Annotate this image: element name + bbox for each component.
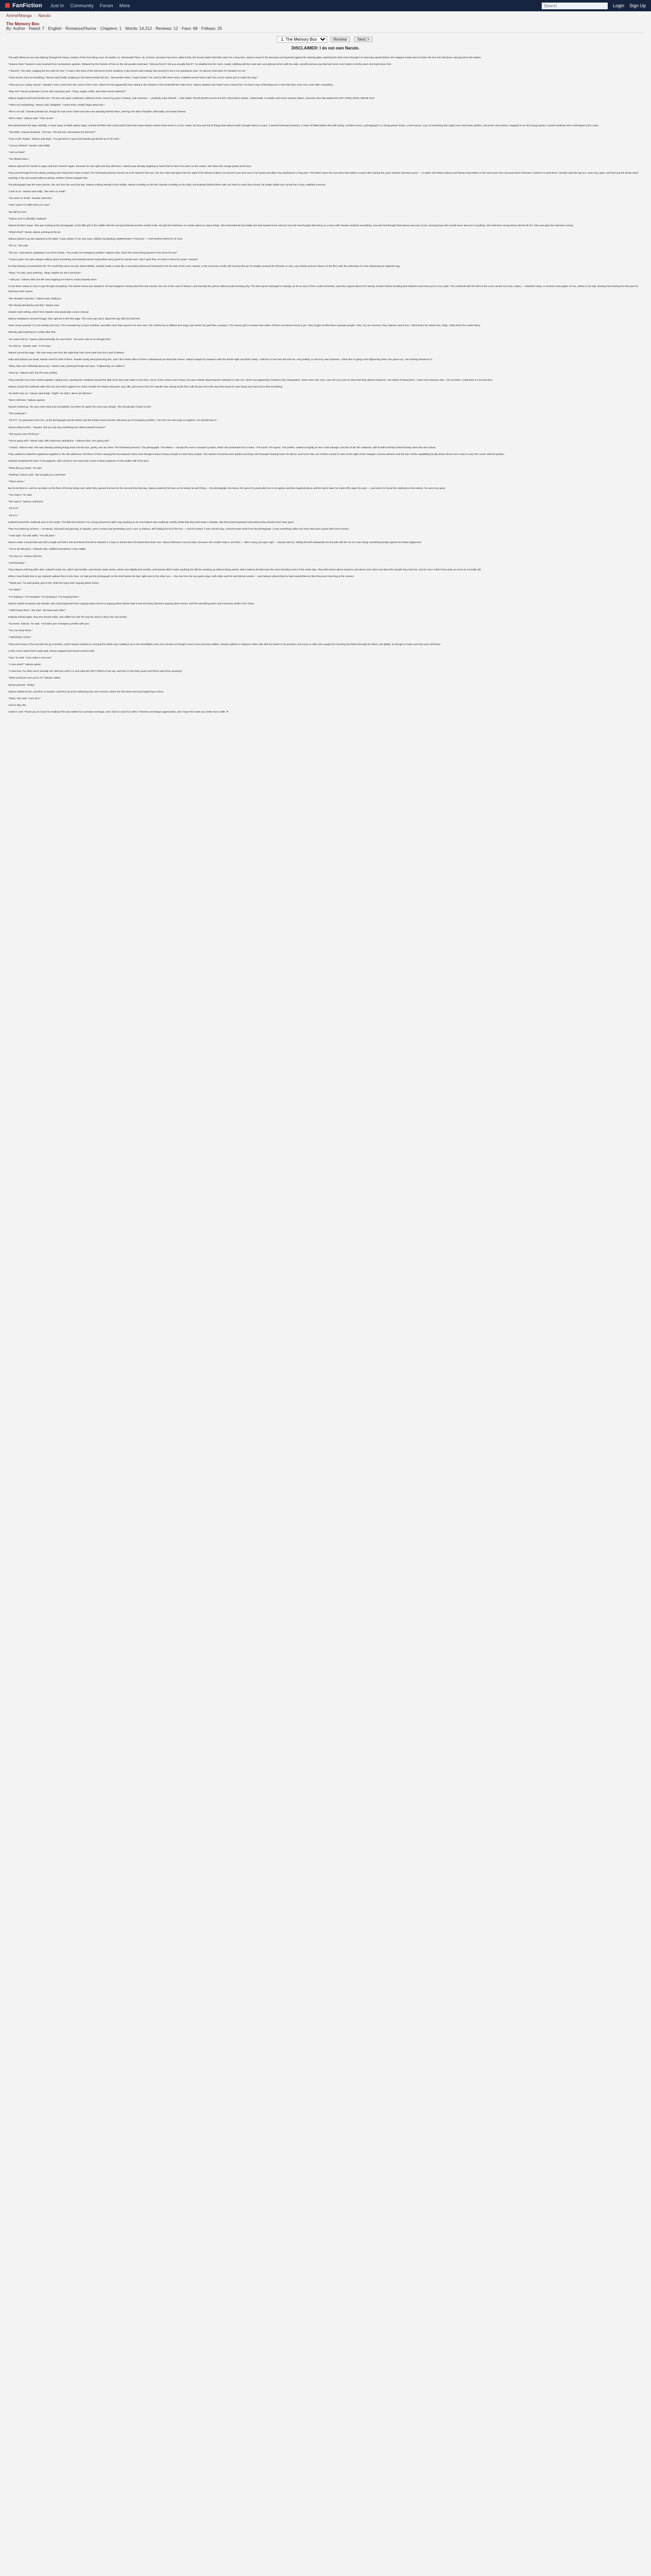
search-input[interactable] [542, 3, 608, 9]
story-paragraph: "We're older," Sakura said. "That counts." [8, 117, 55, 121]
story-paragraph: "Oh no," she said. [8, 245, 29, 248]
story-paragraph: "Okay," he said, eyes watering. "Okay. Maybe we don't eat those." [8, 272, 82, 275]
story-paragraph: "Tell anyone and I'll kill you." [8, 433, 40, 436]
chapter-select[interactable] [277, 36, 327, 43]
story-paragraph: "You love us," Naruto told him. [8, 555, 42, 558]
story-paragraph: He had already unscrewed the lid. The smell that came out was indescribable. Sasuke made a noise like a wounded animal and retreated to the far side of the room. Naruto, to his enormous credit, did not drop the jar; he simply screwed the lid back on very, very slowly and set it down on the floor with the solemnity of a man disarming an explosive tag. [8, 265, 400, 268]
breadcrumb-fandom[interactable]: Naruto [38, 13, 51, 18]
chapter-nav-top [0, 36, 651, 43]
story-paragraph: "For finding it." He hesitated. "For keeping it. For keeping them." [8, 596, 80, 599]
story-paragraph: "That's worse." [8, 480, 25, 483]
story-paragraph: "We're not old," Sasuke pointed out, though he had come closer and was now standing behind them, peering over their shoulders with badly concealed interest. [8, 111, 187, 114]
story-paragraph: "I was right," he said softly. "You did pass." [8, 535, 56, 538]
story-paragraph: "Look at us," Naruto said softly. "We were so small." [8, 191, 66, 194]
logo-text: FanFiction [12, 3, 42, 9]
story-paragraph: "You're all ridiculous," Kakashi said, muffled somewhere in the middle. [8, 548, 87, 551]
story-paragraph: The path afternoon sun was blazing through the heavy curtains of the front living room of number 12, Grimmauld Place. Or, at least, someone had once called it that; the house hadn't held that name for a long time. Sakura stood in the doorway and squinted against the slanting light, watching the dust move through it in slow lazy spirals before she stepped inside and set down the box she had been carrying since the station. [8, 57, 482, 59]
story-paragraph: Haku and Zabuza are dead. Naruto cried for both of them. Sasuke nearly died protecting him, and I don't think either of them understands yet what that means. Sakura stayed by Sasuke's side the whole night and didn't sleep. I told her to rest and she told me, very politely, to mind my own business. I think she is going to be frightening when she grows up. I am looking forward to it. [8, 359, 433, 362]
story-paragraph: Team Seven passed. I'm not entirely sure how. The Uzumaki boy is loud, reckless, and talks more than anyone I've ever met. The Uchiha boy is brilliant and angry and carries his grief like a weapon. The Haruno girl is smarter than either of them and doesn't know it yet. They fought me like three separate people. Then, for one moment, they shared a lunch box. I think that's the whole test, really. I think that's the whole thing. [8, 325, 481, 328]
story-paragraph: "All of it." He gestured at the box, at the photograph and the letters and the broken kunai and the ridiculous jar of emergency pickles. "He's the one who kept us together. He should have it." [8, 419, 218, 422]
story-paragraph: "I found it," she said, nudging the box with her foot. "It was in the back of the storeroom at the academy. Iruka-sensei said nobody had touched it since our graduation year. He almost cried when he handed it to me." [8, 70, 247, 73]
story-paragraph: "That's my handwriting," Naruto said, delighted. "I wrote that! I totally forgot about this." [8, 104, 105, 107]
story-paragraph: Sakura hesitated a moment longer, then opened to the first page. The entry was short, dated the day after the bell test. [8, 318, 141, 321]
story-paragraph: "All of it." [8, 514, 19, 517]
story-paragraph: Kakashi smiled again, that new honest smile, and ruffled her hair the way he used to when she was twelve. [8, 616, 128, 619]
story-paragraph: But he let them in, and he sat down on the floor of his tiny living room while they opened the box for the second time that day. Sakura watched his face as he looked at each thing — the photograph, the kunai, the spoon he pretended not to recognise and then laughed about until he had to take his mask off to wipe his eyes — and when he found the notebook at the bottom, he went very quiet. [8, 487, 446, 490]
story-paragraph: "Oh yes," said Naruto, grabbing it out of her hands. "You made me emergency pickles? Sakura-chan, that's the nicest thing anyone's ever done for me!" [8, 251, 177, 255]
story-paragraph: "A new what?" Sakura asked. [8, 664, 41, 667]
story-paragraph: "We're still here," Sakura agreed. [8, 399, 45, 402]
story-paragraph: "What would we even put in it?" Sasuke asked. [8, 677, 61, 680]
story-paragraph: Sakura looked at him, and then at Sasuke, and then up at the darkening sky over Konoha, where the first stars were just beginning to show. [8, 690, 164, 693]
story-paragraph: "All of it?" [8, 507, 19, 511]
story-paragraph: "Okay, that one's definitely about you," Naruto said, grinning through wet eyes. "Frightening. He called it." [8, 365, 126, 368]
logo-icon [5, 3, 10, 8]
story-paragraph: Sakura laughed and knelt beside him. The box was plain cardboard, softened at the corners by years of damp, and someone — probably Iruka himself — had written TEAM SEVEN across the lid in thick black marker. Underneath, in smaller and much messier letters, someone else had added DO NOT OPEN UNTIL WE'RE OLD. [8, 97, 375, 100]
story-paragraph: "I told you," Sakura said, but she was laughing too hard to sound properly stern. [8, 279, 97, 282]
story-paragraph: "By half an inch." [8, 211, 27, 214]
story-paragraph: "Unfortunately." [8, 562, 26, 565]
story-paragraph: Author's note: Thank you so much for reading! This was written for a prompt exchange, and I had so much fun with it. Reviews are always appreciated, and I hope this made you smile even a little. ♥ [8, 711, 228, 714]
story-paragraph: Sakura let them argue. She was looking at the photograph, at the little girl in the middle with the too-big forehead and the careful smile, the girl who had been so certain about so many things. She remembered how badly she had wanted to be noticed, how she had thought that being on a team with Sasuke would fix everything, how she had thought that Naruto was just a loud, annoying boy who would never amount to anything. She had been wrong about almost all of it. She was glad she had been wrong. [8, 224, 574, 227]
signup-link[interactable]: Sign Up [629, 3, 646, 8]
story-paragraph: "Shut up," Sakura said, but she was smiling. [8, 372, 58, 375]
story-paragraph: Sakura looked at Naruto and Sasuke, who had progressed from arguing about shoes to arguing about whose fault it was that they had been arguing about shoes, and felt something warm and enormous settle in her chest. [8, 602, 255, 605]
story-paragraph: "What did you break," he said. [8, 467, 42, 470]
story-paragraph: "Thank you," he said quietly, just to her, while the boys were arguing about shoes. [8, 582, 99, 585]
disclaimer: DISCLAIMER: I do not own Naruto. [291, 46, 360, 50]
story-paragraph: "Okay," she said. "Let's do it." [8, 697, 41, 700]
story-paragraph: "Hey," he said. "Let's make a new one." [8, 656, 53, 659]
story-paragraph: Sakura turned the page. The next entry was from the night they had come back from the Land of Waves. [8, 351, 125, 354]
story-text [0, 50, 651, 715]
breadcrumb-separator-icon: › [34, 13, 36, 18]
story-paragraph: "You were so small," Sasuke corrected. [8, 197, 53, 200]
next-button-top[interactable]: Next > [354, 37, 372, 42]
story-paragraph: "Nothing!" Naruto said. "We brought you a present!" [8, 473, 66, 477]
story-paragraph: "You fainted twice." [8, 158, 30, 161]
story-paragraph: "Hey! I grew! I'm taller than you now!" [8, 204, 51, 207]
story-paragraph: They read the rest of the entries together, taking turns, passing the notebook around the little circle they had made on the floor. Some of the entries were funny; one was entirely about Naruto's attempt to cook rice, which had apparently involved a fire extinguisher. Some were sad. One, near the end, was so short that they almost missed it: I am afraid of losing them. I have lost everyone else. I do not think I could bear it a second time. [8, 379, 493, 382]
story-paragraph: "Iruka-sensei cries at everything," Naruto said fondly, dropping to his knees beside the box. "Remember when I made chunin? He cried for like three hours. Kakashi-sensei had to take him out for ramen just to make him stop." [8, 77, 259, 80]
login-link[interactable]: Login [612, 3, 624, 8]
story-paragraph: Sakura opened her mouth to argue and then closed it again, because he was right and they all knew it. Naruto was already laughing so hard that he had to lie down on the carpet. She threw the orange jacket at his face. [8, 165, 252, 168]
story-paragraph: "I didn't keep them," she said. "We kept each other." [8, 609, 66, 612]
story-paragraph: "A new box! For when we're actually old. We'll put stuff in it, and write DO NOT OPEN on the top, and then in like thirty years we'll find it and it'll be amazing." [8, 670, 183, 673]
story-paragraph: "Sakura-chan!" Naruto's voice boomed from somewhere upstairs, followed by the thunder of feet on the old wooden staircase. "Did you find it? Did you actually find it?" He skidded into the room, nearly colliding with the coat rack, and grinned at her with the wide, unselfconscious joy that had never once faded in all the years she had known him. [8, 63, 392, 66]
story-paragraph: Kakashi turned the notebook over in his hands. The little bell chimed. For a long moment he didn't say anything at all, and Sakura was suddenly, terribly afraid that they had made a mistake, that they had trespassed somewhere they should never have gone. [8, 521, 295, 524]
main-nav [51, 3, 130, 8]
story-paragraph: Sasuke looked up. His eyes were dark and unreadable, but when he spoke his voice was steady. "We should give it back to him." [8, 406, 153, 409]
story-paragraph: "Go home, Sakura," he said. "And take your emergency pickles with you." [8, 623, 91, 626]
top-navbar [0, 0, 651, 11]
work-header [6, 22, 645, 33]
story-paragraph: Naruto stared at him. "Sasuke. Did you just say something nice about Kakashi-sensei?" [8, 426, 106, 429]
work-meta: By: Author · Rated: T · English · Romance/Humor · Chapters: 1 · Words: 14,212 · Reviews: 12 · Favs: 68 · Follows: 25 [6, 26, 222, 31]
story-paragraph: "We read it," Sakura confirmed. [8, 501, 44, 504]
story-paragraph: "What's that?" Naruto asked, pointing at the jar. [8, 231, 61, 234]
work-title: The Memory Box [6, 22, 40, 26]
story-paragraph: "The bells," Naruto breathed. "Oh man. The bell test. Remember the bell test?" [8, 131, 96, 134]
story-paragraph: When it was finally time to go, Kakashi walked them to the door. He had put the photograph on the shelf above his bed, right next to the other one — the one from his own genin days, with Obito and Rin and Minato-sensei — and Sakura noticed that he had moved them so that they were touching at the corners. [8, 575, 355, 579]
story-paragraph: They stayed until long after dark. Kakashi made tea, which was terrible, and Naruto made ramen, which was slightly less terrible, and Sasuke didn't make anything but did the washing up without being asked, which Sakura decided was the most shocking event of the entire day. They told stories about missions and about each other and about the people they had lost, and for once it didn't hurt quite as much as it usually did. [8, 568, 481, 571]
story-paragraph: Naruto made a sound that was half a laugh and half a sob and threw himself at Kakashi in a hug so violent that it knocked them both over. Sakura followed a second later, because she couldn't help it, and then — after a long, put-upon sigh — Sasuke did too, folding himself awkwardly into the pile with the air of a man doing something deeply against his better judgement. [8, 541, 422, 545]
story-paragraph: "He never told us," Naruto said eventually, his voice thick. "He never told us he thought that." [8, 338, 112, 341]
story-paragraph: "I did not faint!" [8, 151, 25, 155]
breadcrumb [0, 11, 651, 20]
story-paragraph: Sasuke said nothing, which from Sasuke was practically a vote in favour. [8, 311, 90, 314]
story-paragraph: Then he looked up at them — at Naruto, red-eyed and grinning; at Sasuke, arms crossed and pretending not to care; at Sakura, still holding the lid of the box — and he smiled. It was not the lazy, crescent-eyed smile from the photograph. It was something older and more tired and a great deal more honest. [8, 528, 349, 531]
story-paragraph: "And you fainted," Sasuke said mildly. [8, 145, 51, 148]
story-paragraph: "You can keep those." [8, 630, 33, 633]
story-paragraph: Sakura picked it up and squinted at the label. It was written in her own neat, childish handwriting: EMERGENCY PICKLES — FOR WHEN NARUTO IS SAD. [8, 238, 183, 241]
story-paragraph: She peeled back the tape carefully. It came away in brittle yellow strips, and the lid lifted with a faint puff of dust that made Naruto sneeze three times in a row. Inside, the box was full of things that Sakura hadn't thought about in years: a dented forehead protector, a stack of folded letters tied with string, a broken kunai, a photograph in a cheap plastic frame, a bent spoon, a jar of something that might once have been pickles, and at the very bottom, wrapped in an old orange jacket, a small notebook with a bell taped to the cover. [8, 124, 599, 127]
story-paragraph: They walked to Kakashi's apartment together in the late afternoon, the three of them carrying the box between them even though it wasn't heavy enough to need three people. The streets of Konoha were golden and busy, full of people heading home for dinner, and more than one of them turned to stare at the sight of the Hokage's closest advisors and the last Uchiha squabbling loudly about whose turn it was to carry the corner with the pickles. [8, 453, 505, 456]
story-paragraph: "We shouldn't read this," Sakura said, holding it. [8, 297, 62, 300]
story-paragraph: "How could I forget," Sakura said dryly. "You got tied to a post and Sasuke got buried up to his neck." [8, 138, 121, 141]
nav-forum[interactable]: Forum [99, 3, 113, 8]
story-paragraph: "That was you crying, Naruto." Sasuke's voice came from the corner of the room, where he had apparently been sitting in the shadow of the bookshelf the entire time. Sakura startled; she hadn't even noticed him. He had a way of blending into a room like that, even now, even after everything. [8, 83, 333, 87]
site-logo[interactable] [5, 3, 42, 9]
story-paragraph: At the corner where their roads split, Naruto stopped and turned to them both. [8, 650, 95, 653]
story-paragraph: "Half an inch is still taller, bastard!" [8, 217, 47, 221]
story-paragraph: And so they did. [8, 704, 27, 707]
story-paragraph: The photograph was the team picture, the one from the very first day. Sakura smiling sweetly in the middle, Naruto scowling on the left, Sasuke scowling on the right, and Kakashi behind them with one hand on each boy's head, his single visible eye curved into a lazy, satisfied crescent. [8, 183, 326, 187]
nav-more[interactable]: More [119, 3, 130, 8]
story-paragraph: "You read it," he said. [8, 494, 32, 497]
breadcrumb-category[interactable]: Anime/Manga [6, 13, 32, 18]
story-paragraph: They went through the box slowly, passing each thing from hand to hand. The forehead protector turned out to be Naruto's first one, the one Iruka had given him the night of the Mizuki incident; he turned it over and over in his hands and didn't say anything for a long time. The letters were the ones they had written to each other during the years Sasuke had been gone — or rather, the letters Sakura and Naruto had written to him and never sent, because there had been nowhere to send them. Sasuke read the top one, went very quiet, and then put the whole stack carefully in his own pocket without asking. Neither of them stopped him. [8, 172, 639, 180]
story-paragraph: "For what?" [8, 589, 22, 592]
story-paragraph: "He told us," Sasuke said. "In his way." [8, 345, 52, 348]
story-paragraph: "It was a joke! You were always sulking about something and Kakashi-sensei said pickles were good for morale and—don't open that, it's been in there for years—Naruto!" [8, 258, 198, 261]
story-paragraph: Naruto grinned. "Today." [8, 684, 36, 687]
story-paragraph: "He didn't lose us," Naruto said finally. "Right? He didn't. We're all still here." [8, 392, 93, 395]
story-paragraph: "I absolutely cannot." [8, 636, 32, 639]
story-paragraph: "The notebook?" [8, 413, 27, 416]
story-paragraph: They went home in the end with the jar of pickles, which Naruto insisted on carrying the whole way, holding it up to the streetlights every few minutes as though it were some precious artifact. Sasuke walked on Sakura's other side with his hands in his pockets, and every so often she caught him touching the letters through the fabric, just lightly, as though to make sure they were still there. [8, 643, 441, 646]
review-button-top[interactable]: Review [330, 37, 350, 42]
story-paragraph: Kakashi answered the door in his pyjamas, with a book in one hand and a look of deep suspicion on the visible half of his face. [8, 460, 149, 463]
story-paragraph: "Was not!" Naruto protested, but his ears had gone pink. "Okay, maybe a little. But Iruka-sensei started it!" [8, 90, 126, 93]
nav-community[interactable]: Community [70, 3, 94, 8]
nav-just-in[interactable]: Just In [50, 3, 64, 8]
story-paragraph: It took them nearly an hour to get through everything. The broken kunai was Sasuke's; he had snapped it during their first real mission, the one in the Land of Waves, and had kept the pieces without quite knowing why. The bent spoon belonged to nobody, as far as any of them could remember, and they argued about it for twenty minutes before deciding that Kakashi must have put it in as a joke. The notebook with the bell on the cover turned out to be a diary — Kakashi's diary, or at least a few pages of one, written in his tidy, slanting hand during the first year he had been their sensei. [8, 285, 638, 294]
story-paragraph: "We should absolutely read this," Naruto said. [8, 304, 60, 307]
story-paragraph: "I heard," Sakura said. She was already packing things back into the box, gently, one at a time. The forehead protector. The photograph. The letters — except the ones in Sasuke's pocket, which she pretended not to notice. The kunai. The spoon. The pickles, sealed as tightly as she could manage. And last of all, the notebook, with its little bell that chimed faintly when she set it down. [8, 447, 436, 450]
story-paragraph: Nobody said anything for a while after that. [8, 331, 56, 334]
story-paragraph: "You're going soft," Naruto said, with enormous satisfaction. "Sakura-chan, he's going soft." [8, 439, 110, 443]
story-paragraph: Sakura closed the notebook after that one and held it against her chest. Beside her Naruto had gone very still, and across from her Sasuke was staring at the floor with his jaw set in the way that meant he was trying very hard not to feel something. [8, 385, 283, 388]
